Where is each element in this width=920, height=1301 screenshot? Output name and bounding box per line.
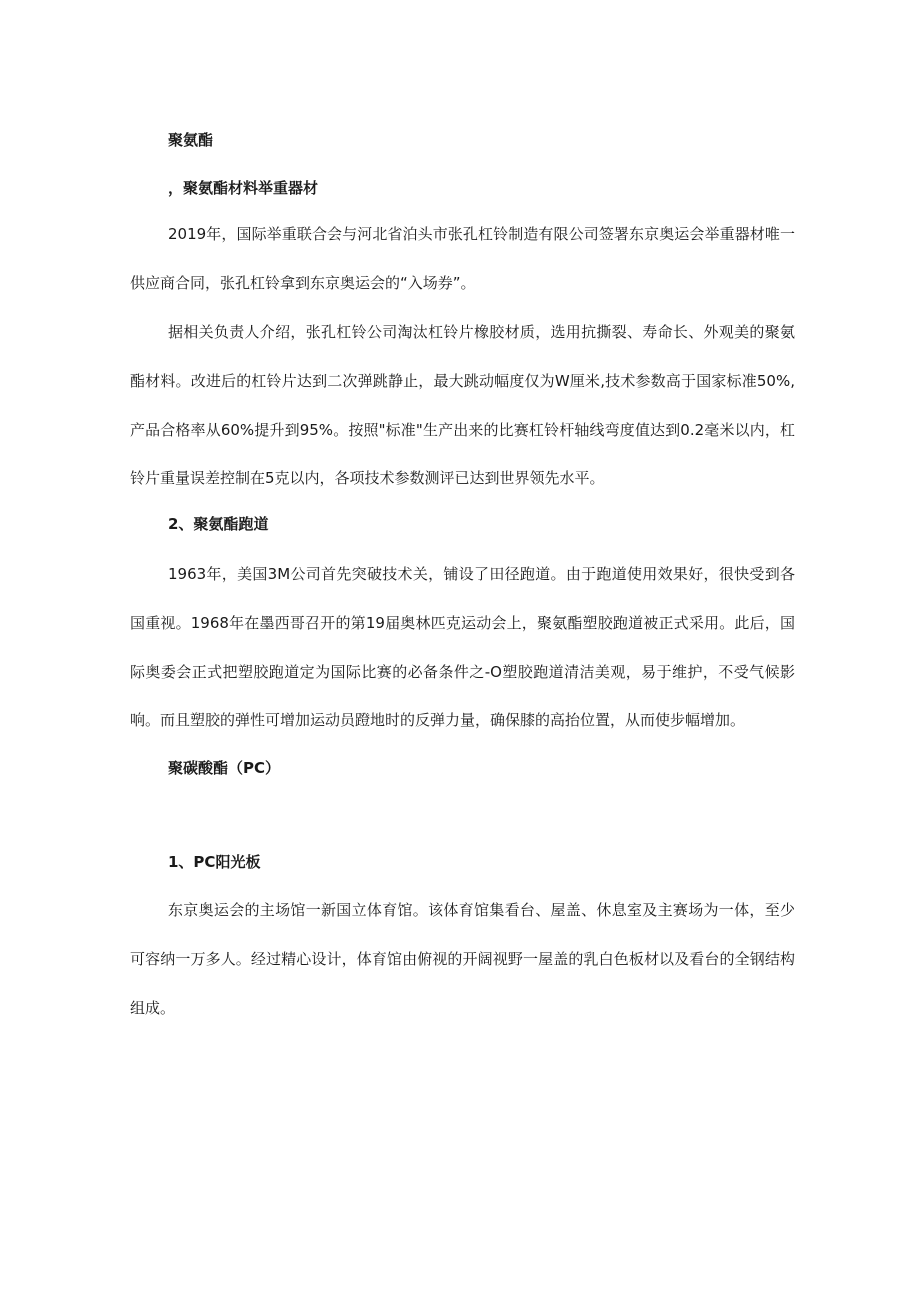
- heading-polycarbonate: 聚碳酸酯（PC）: [168, 759, 281, 777]
- paragraph-national-stadium: 东京奥运会的主场馆一新国立体育馆。该体育馆集看台、屋盖、休息室及主赛场为一体，至少可容纳一万多人。经过精心设计，体育馆由俯视的开阔视野一屋盖的乳白色板材以及看台的全钢结构组成。: [130, 901, 795, 1017]
- paragraph-weightlifting-contract: 2019年，国际举重联合会与河北省泊头市张孔杠铃制造有限公司签署东京奥运会举重器材唯一供应商合同，张孔杠铃拿到东京奥运会的“入场券”。: [130, 225, 795, 292]
- heading-polyurethane-track: 2、聚氨酯跑道: [168, 515, 269, 533]
- paragraph-barbell-material: 据相关负责人介绍，张孔杠铃公司淘汰杠铃片橡胶材质，选用抗撕裂、寿命长、外观美的聚氨酯材料。改进后的杠铃片达到二次弹跳静止，最大跳动幅度仅为W厘米,技术参数高于国家标准50%,产品合格率从60%提升到95%。按照"标准"生产出来的比赛杠铃杆轴线弯度值达到0.2毫米以内，杠铃片重量误差控制在5克以内，各项技术参数测评已达到世界领先水平。: [130, 323, 795, 488]
- heading-weightlifting-equipment: ，聚氨酯材料举重器材: [168, 179, 319, 197]
- heading-pc-sunshine-board: 1、PC阳光板: [168, 853, 261, 871]
- heading-polyurethane: 聚氨酯: [168, 131, 214, 149]
- paragraph-track-history: 1963年，美国3M公司首先突破技术关，铺设了田径跑道。由于跑道使用效果好，很快受到各国重视。1968年在墨西哥召开的第19届奥林匹克运动会上，聚氨酯塑胶跑道被正式采用。此后，国际奥委会正式把塑胶跑道定为国际比赛的必备条件之-O塑胶跑道清洁美观，易于维护，不受气候影响。而且塑胶的弹性可增加运动员蹬地时的反弹力量，确保膝的高抬位置，从而使步幅增加。: [130, 565, 795, 730]
